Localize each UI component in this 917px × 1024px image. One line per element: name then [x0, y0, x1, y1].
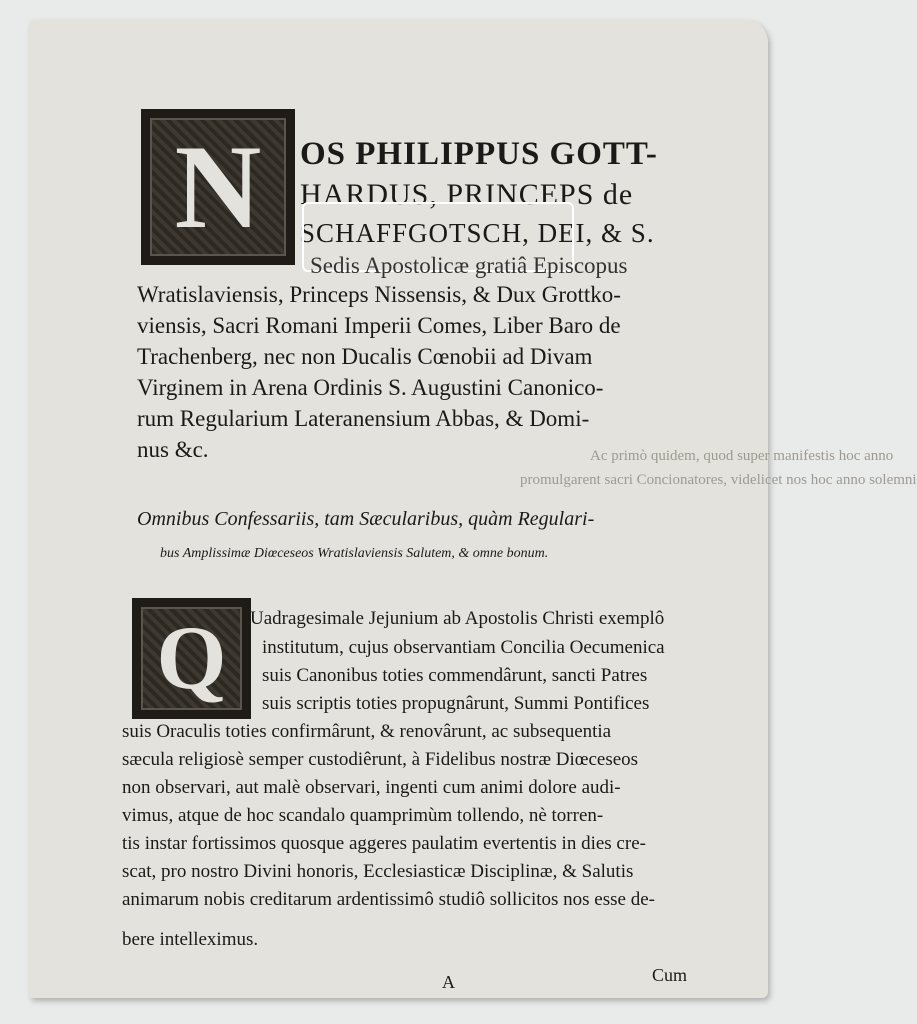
paragraph-line: non observari, aut malè observari, ingenti cum animi dolore audi-: [122, 777, 621, 798]
bleed-through-text: promulgarent sacri Concionatores, videlicet nos hoc anno solemni: [520, 472, 917, 488]
paragraph-line: suis Canonibus toties commendârunt, sancti Patres: [262, 665, 648, 686]
signature-mark: A: [442, 972, 455, 992]
salutation-line: Omnibus Confessariis, tam Sæcularibus, quàm Regulari-: [137, 508, 595, 530]
paragraph-line: tis instar fortissimos quosque aggeres paulatim evertentis in dies cre-: [122, 833, 646, 854]
body-line: Wratislaviensis, Princeps Nissensis, & Dux Grottko-: [137, 282, 621, 307]
body-line: Sedis Apostolicæ gratiâ Episcopus: [310, 253, 628, 278]
paragraph-line: bere intelleximus.: [122, 929, 259, 950]
paragraph-line: suis Oraculis toties confirmârunt, & renovârunt, ac subsequentia: [122, 721, 612, 742]
bleed-through-text: Ac primò quidem, quod super manifestis hoc anno: [590, 448, 894, 464]
paragraph-line: sæcula religiosè semper custodiêrunt, à Fidelibus nostræ Diœceseos: [122, 749, 639, 770]
decorative-initial-n: [141, 109, 295, 265]
body-line: Virginem in Arena Ordinis S. Augustini Canonico-: [137, 375, 604, 400]
paragraph-line: animarum nobis creditarum ardentissimô studiô sollicitos nos esse de-: [122, 889, 655, 910]
paragraph-line: suis scriptis toties propugnârunt, Summi Pontifices: [262, 693, 650, 714]
body-line: Trachenberg, nec non Ducalis Cœnobii ad Divam: [137, 344, 593, 369]
paragraph-line: scat, pro nostro Divini honoris, Ecclesiasticæ Disciplinæ, & Salutis: [122, 861, 634, 882]
paragraph-line: institutum, cujus observantiam Concilia Oecumenica: [262, 637, 665, 658]
title-line-schaffgotsch: SCHAFFGOTSCH, DEI, & S.: [300, 218, 655, 248]
title-line: OS PHILIPPUS GOTT-: [300, 136, 658, 172]
initial-letter: N: [174, 120, 262, 253]
body-line: viensis, Sacri Romani Imperii Comes, Liber Baro de: [137, 313, 621, 338]
title-line: HARDUS, PRINCEPS de: [300, 178, 634, 211]
salutation-line: bus Amplissimæ Diœceseos Wratislaviensis Salutem, & omne bonum.: [160, 546, 549, 561]
catchword: Cum: [652, 965, 688, 985]
initial-letter: Q: [156, 609, 227, 708]
body-line: nus &c.: [137, 437, 209, 462]
paragraph-line: Uadragesimale Jejunium ab Apostolis Christi exemplô: [250, 608, 665, 629]
decorative-initial-q: [132, 598, 251, 719]
paragraph-line: vimus, atque de hoc scandalo quamprimùm tollendo, nè torren-: [122, 805, 604, 826]
body-line: rum Regularium Lateranensium Abbas, & Domi-: [137, 406, 590, 431]
